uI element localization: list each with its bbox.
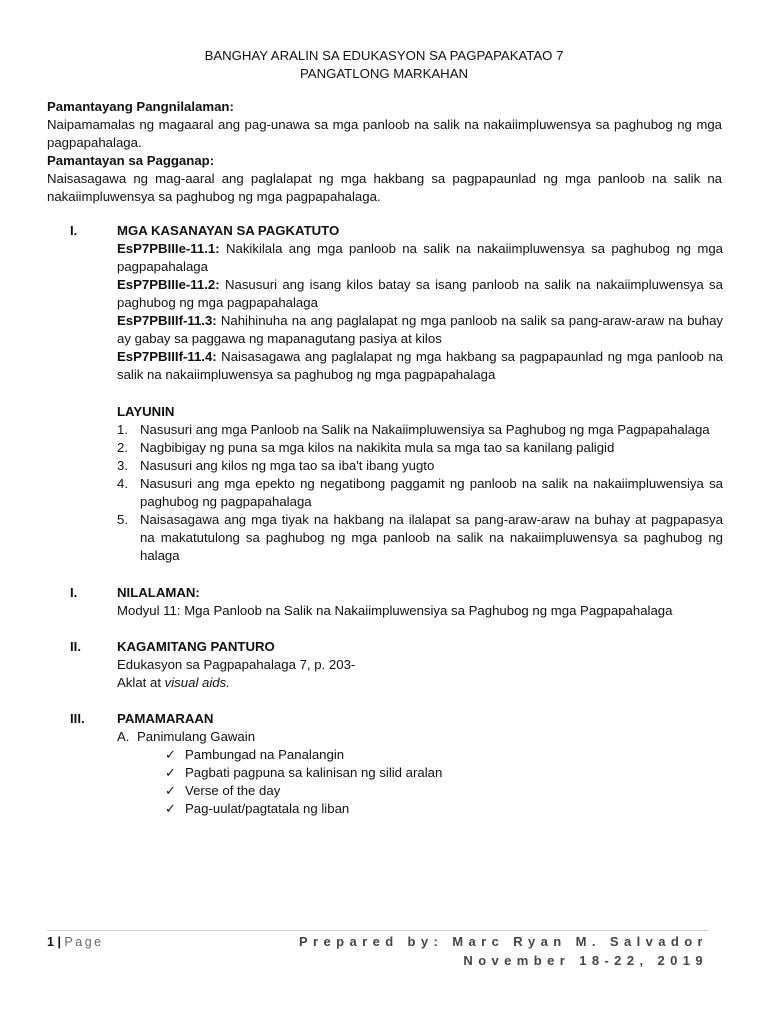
list-item [117,457,723,475]
competency-item [117,312,723,348]
checklist [117,746,723,818]
item-text: Naisasagawa ang mga tiyak na hakbang na ilalapat sa pang-araw-araw na buhay at pagpapasya na makatutulong sa paghubog ng mga panloob na salik na nakaiimpluwensya sa paghubog ng halaga [140,512,723,563]
item-text: Nasusuri ang kilos ng mga tao sa iba't ibang yugto [140,458,435,473]
checkmark-icon: ✓ [165,765,177,780]
competency-item [117,276,723,312]
page-word: Page [64,935,104,949]
section-heading: NILALAMAN: [117,585,200,600]
page-separator: | [57,935,61,949]
content-standard-text: Naipamamalas ng magaaral ang pag-unawa sa mga panloob na salik na nakaiimpluwensya sa paghubog ng mga pagpapahalaga. [47,117,722,150]
materials-line [117,674,723,692]
competency-code: EsP7PBIIIf-11.4: [117,349,217,364]
competency-text: Nahihinuha na ang paglalapat ng mga panloob na salik sa pang-araw-araw na buhay ay gabay sa paggawa ng mapanagutang pasiya at kilos [117,313,723,346]
document-title: BANGHAY ARALIN SA EDUKASYON SA PAGPAPAKATAO 7 [204,48,564,63]
competency-code: EsP7PBIIIf-11.3: [117,313,217,328]
checkmark-icon: ✓ [165,747,177,762]
sub-heading-text: Panimulang Gawain [137,729,256,744]
objectives-section [117,403,723,565]
section-numeral: III. [70,711,85,726]
competencies-section [70,222,730,384]
performance-standard-label: Pamantayan sa Pagganap: [47,153,215,168]
competency-text: Naisasagawa ang paglalapat ng mga hakbang sa pagpapaunlad ng mga panloob na salik na nakaiimpluwensya sa paghubog ng mga pagpapahalaga [117,349,723,382]
sub-letter: A. [117,729,130,744]
document-subtitle: PANGATLONG MARKAHAN [299,66,469,81]
objectives-list [117,421,723,565]
module-title: Modyul 11: Mga Panloob na Salik na Nakaiimpluwensiya sa Paghubog ng mga Pagpapahalaga [117,603,673,618]
item-number: 2. [117,440,128,455]
item-text: Pagbati pagpuna sa kalinisan ng silid aralan [185,765,443,780]
item-text: Pag-uulat/pagtatala ng liban [185,801,350,816]
item-number: 5. [117,512,128,527]
content-standard-label: Pamantayang Pangnilalaman: [47,99,234,114]
objectives-heading: LAYUNIN [117,404,175,419]
list-item [117,421,723,439]
item-text: Nagbibigay ng puna sa mga kilos na nakikita mula sa mga tao sa kanilang paligid [140,440,615,455]
content-section [70,584,730,620]
author-footer [299,932,708,970]
list-item [165,746,723,764]
section-heading: MGA KASANAYAN SA PAGKATUTO [117,223,340,238]
item-number: 4. [117,476,128,491]
materials-line: Edukasyon sa Pagpapahalaga 7, p. 203- [117,657,356,672]
list-item [165,800,723,818]
procedure-section [70,710,730,818]
list-item [165,782,723,800]
performance-standard-text: Naisasagawa ng mag-aaral ang paglalapat ng mga hakbang sa pagpapaunlad ng mga panloob na salik na nakaiimpluwensya sa paghubog ng mga pagpapahalaga. [47,171,722,204]
materials-italic: visual aids. [164,675,230,690]
list-item [117,439,723,457]
section-numeral: I. [70,223,78,238]
footer-divider [47,930,708,931]
item-number: 3. [117,458,128,473]
prepared-by: Prepared by: Marc Ryan M. Salvador [298,934,708,949]
item-number: 1. [117,422,128,437]
checkmark-icon: ✓ [165,801,177,816]
item-text: Nasusuri ang mga Panloob na Salik na Nakaiimpluwensiya sa Paghubog ng mga Pagpapahalaga [140,422,710,437]
materials-section [70,638,730,692]
competency-code: EsP7PBIIIe-11.2: [117,277,220,292]
competency-text: Nakikilala ang mga panloob na salik na nakaiimpluwensya sa paghubog ng mga pagpapahalaga [117,241,723,274]
section-numeral: I. [70,585,78,600]
competency-item [117,240,723,276]
list-item [165,764,723,782]
footer-date: November 18-22, 2019 [463,953,708,968]
competency-code: EsP7PBIIIe-11.1: [117,241,220,256]
competency-text: Nasusuri ang isang kilos batay sa isang panloob na salik na nakaiimpluwensya sa paghubog ng mga pagpapahalaga [117,277,723,310]
materials-prefix: Aklat at [117,675,165,690]
item-text: Verse of the day [185,783,281,798]
competency-item [117,348,723,384]
list-item [117,475,723,511]
checkmark-icon: ✓ [165,783,177,798]
page-number-footer [47,933,104,951]
section-heading: KAGAMITANG PANTURO [117,639,275,654]
item-text: Pambungad na Panalangin [185,747,345,762]
section-heading: PAMAMARAAN [117,711,214,726]
page-number: 1 [47,935,54,949]
list-item [117,511,723,565]
standards-block [47,98,722,206]
procedure-subheading [117,728,723,746]
item-text: Nasusuri ang mga epekto ng negatibong paggamit ng panloob na salik na nakaiimpluwensiya sa paghubog ng pagpapahalaga [140,476,723,509]
section-numeral: II. [70,639,81,654]
